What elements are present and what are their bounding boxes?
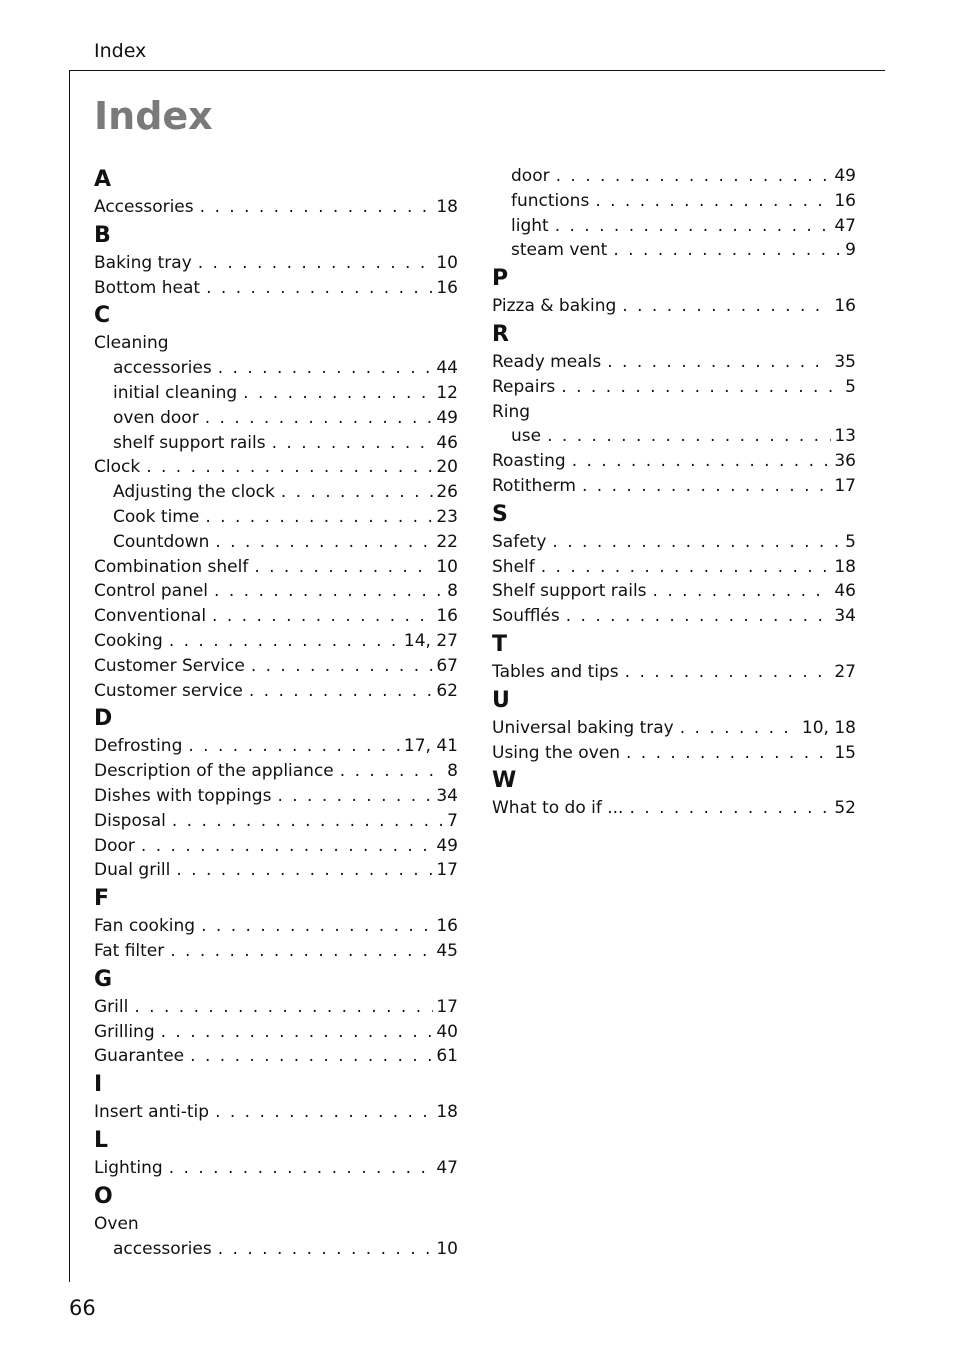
index-page-ref: 14, 27 [403,630,458,651]
index-entry [492,530,856,555]
index-term: Dishes with toppings [94,785,272,806]
index-entry [492,796,856,821]
index-page-ref: 5 [845,376,856,397]
index-term: Fat filter [94,940,165,961]
index-term: Guarantee [94,1046,185,1067]
index-page-ref: 16 [834,296,856,317]
index-entry [492,474,856,499]
index-subentry [492,424,856,449]
page-title: Index [94,94,213,138]
dot-leader [243,381,433,406]
dot-leader [629,796,831,821]
index-page-ref: 18 [436,1102,458,1123]
index-page-ref: 62 [436,680,458,701]
dot-leader [215,530,433,555]
index-entry [492,579,856,604]
index-term: Roasting [492,451,566,472]
index-subentry [492,238,856,263]
index-page-ref: 35 [834,351,856,372]
dot-leader [561,375,842,400]
index-term: Universal baking tray [492,717,674,738]
index-term: Lighting [94,1157,163,1178]
index-subentry [94,1237,458,1262]
index-entry [94,251,458,276]
index-term: light [511,215,549,236]
index-term: Using the oven [492,742,620,763]
dot-leader [214,579,444,604]
index-letter-heading: R [492,321,509,347]
index-term: door [511,166,550,186]
index-subentry [94,530,458,555]
index-letter-heading: I [94,1072,103,1098]
index-entry [94,784,458,809]
index-page-ref: 61 [436,1046,458,1067]
index-term: Cook time [113,506,200,527]
index-entry [94,995,458,1020]
dot-leader [680,716,799,741]
index-subentry [94,381,458,406]
index-page-ref: 47 [436,1157,458,1178]
index-term: Soufflés [492,606,560,627]
index-letter-heading: B [94,222,111,248]
index-letter-heading: W [492,768,517,794]
dot-leader [595,189,831,214]
dot-leader [169,1156,434,1181]
dot-leader [613,238,842,263]
index-entry [94,1156,458,1181]
dot-leader [206,276,433,301]
index-page-ref: 34 [436,785,458,806]
index-page-ref: 17 [436,996,458,1017]
index-page-ref: 34 [834,606,856,627]
dot-leader [170,939,433,964]
index-page-ref: 16 [436,606,458,627]
index-page-ref: 45 [436,940,458,961]
dot-leader [340,759,444,784]
index-page-ref: 17 [834,475,856,496]
index-term: Description of the appliance [94,761,334,782]
index-term: Bottom heat [94,277,201,298]
index-term: Customer service [94,680,243,701]
index-entry [94,579,458,604]
index-page-ref: 20 [436,457,458,478]
index-page-ref: 16 [436,277,458,298]
index-term: Insert anti-tip [94,1102,210,1123]
dot-leader [218,356,434,381]
index-column-left [94,164,458,1261]
dot-leader [141,834,433,859]
dot-leader [582,474,831,499]
index-page-ref: 16 [834,190,856,211]
dot-leader [254,555,433,580]
index-page-ref: 17, 41 [403,736,458,757]
index-entry [94,1020,458,1045]
margin-rule [69,70,70,1282]
index-letter-heading: P [492,266,509,292]
index-entry [94,834,458,859]
index-entry [94,276,458,301]
index-page-ref: 18 [436,197,458,217]
dot-leader [146,455,433,480]
index-page-ref: 15 [834,742,856,763]
index-term: Baking tray [94,252,192,273]
dot-leader [205,406,434,431]
index-page-ref: 12 [436,382,458,403]
index-term: Dual grill [94,860,171,881]
index-term: What to do if ... [492,798,624,819]
index-letter-heading: F [94,886,110,912]
index-page-ref: 10, 18 [801,717,856,738]
index-page-ref: 49 [834,166,856,186]
index-page-ref: 36 [834,451,856,472]
dot-leader [251,654,434,679]
index-term: Safety [492,531,547,552]
dot-leader [161,1020,434,1045]
index-page-ref: 46 [834,581,856,602]
index-page-ref: 52 [834,798,856,819]
dot-leader [572,449,832,474]
index-subentry [94,480,458,505]
index-entry [94,734,458,759]
index-term: Shelf support rails [492,581,647,602]
dot-leader [281,480,434,505]
index-term: initial cleaning [113,382,238,403]
index-entry [94,1100,458,1125]
index-page-ref: 27 [834,661,856,682]
index-term: Ring [492,401,531,422]
dot-leader [566,604,832,629]
index-column-right [492,164,856,821]
index-entry [492,449,856,474]
index-page-ref: 49 [436,835,458,856]
index-term: Cleaning [94,333,169,354]
index-term: Control panel [94,581,209,602]
index-letter-heading: U [492,687,510,713]
dot-leader [198,251,434,276]
index-letter-heading: O [94,1183,113,1209]
index-term: Pizza & baking [492,296,617,317]
index-term: Disposal [94,810,166,831]
index-page-ref: 17 [436,860,458,881]
index-page-ref: 16 [436,916,458,937]
index-page-ref: 10 [436,252,458,273]
index-subentry [94,505,458,530]
dot-leader [625,660,832,685]
dot-leader [200,195,434,220]
index-term: shelf support rails [113,432,266,453]
dot-leader [134,995,433,1020]
dot-leader [212,604,433,629]
index-entry [492,294,856,319]
index-entry [94,455,458,480]
index-entry [94,858,458,883]
index-entry [94,759,458,784]
index-page-ref: 67 [436,655,458,676]
dot-leader [555,214,832,239]
dot-leader [541,555,832,580]
index-page-ref: 18 [834,556,856,577]
dot-leader [218,1237,434,1262]
index-entry [492,375,856,400]
dot-leader [622,294,831,319]
index-term: Door [94,835,135,856]
dot-leader [552,530,842,555]
index-term: Fan cooking [94,916,196,937]
index-entry [492,350,856,375]
index-entry [492,555,856,580]
running-header: Index [94,40,147,62]
index-entry [94,679,458,704]
index-term: Accessories [94,197,194,217]
page-number: 66 [69,1296,96,1320]
index-page-ref: 10 [436,1238,458,1259]
dot-leader [626,741,831,766]
dot-leader [201,914,433,939]
index-term: accessories [113,1238,212,1259]
dot-leader [607,350,831,375]
index-term: Grill [94,996,129,1017]
index-term: Rotitherm [492,475,576,496]
index-page-ref: 5 [845,531,856,552]
index-term: Cooking [94,630,163,651]
index-term: Customer Service [94,655,245,676]
index-entry-heading [94,1212,458,1237]
index-page-ref: 9 [845,240,856,261]
index-letter-heading: T [492,631,508,657]
index-subentry [492,164,856,189]
index-letter-heading: D [94,706,113,732]
index-term: Ready meals [492,351,602,372]
index-page-ref: 22 [436,531,458,552]
dot-leader [205,505,433,530]
index-entry-heading [94,331,458,356]
index-page-ref: 8 [447,581,458,602]
dot-leader [249,679,433,704]
header-rule [69,70,885,71]
index-term: Combination shelf [94,556,249,577]
dot-leader [188,734,401,759]
index-entry [94,914,458,939]
index-subentry [94,406,458,431]
dot-leader [653,579,832,604]
index-term: use [511,426,542,447]
index-term: Oven [94,1213,139,1234]
index-term: steam vent [511,240,608,261]
index-term: Shelf [492,556,535,577]
index-page-ref: 44 [436,358,458,379]
index-page-ref: 13 [834,426,856,447]
index-term: functions [511,190,590,211]
dot-leader [556,164,832,189]
dot-leader [215,1100,433,1125]
index-subentry [94,356,458,381]
index-page-ref: 10 [436,556,458,577]
index-entry [94,555,458,580]
index-entry [94,654,458,679]
index-term: accessories [113,358,212,379]
index-entry [492,741,856,766]
dot-leader [547,424,831,449]
index-page-ref: 47 [834,215,856,236]
index-entry [94,1044,458,1069]
dot-leader [190,1044,433,1069]
index-subentry [492,214,856,239]
index-entry [94,939,458,964]
index-entry [94,195,458,220]
index-letter-heading: L [94,1127,109,1153]
index-page-ref: 7 [447,810,458,831]
index-subentry [492,189,856,214]
index-term: Grilling [94,1021,155,1042]
index-entry-heading [492,400,856,425]
index-term: Repairs [492,376,556,397]
index-term: Adjusting the clock [113,482,275,503]
index-letter-heading: G [94,966,113,992]
index-entry [94,604,458,629]
index-entry [492,604,856,629]
index-letter-heading: C [94,303,111,329]
dot-leader [277,784,433,809]
index-page-ref: 26 [436,482,458,503]
index-term: Countdown [113,531,210,552]
index-page-ref: 40 [436,1021,458,1042]
index-term: oven door [113,407,199,428]
index-entry [492,716,856,741]
dot-leader [272,431,434,456]
index-page-ref: 46 [436,432,458,453]
index-page-ref: 8 [447,761,458,782]
dot-leader [172,809,444,834]
index-term: Defrosting [94,736,183,757]
index-subentry [94,431,458,456]
index-page-ref: 23 [436,506,458,527]
index-entry [94,809,458,834]
index-entry [94,629,458,654]
index-term: Tables and tips [492,661,619,682]
index-term: Conventional [94,606,207,627]
dot-leader [176,858,433,883]
dot-leader [169,629,401,654]
index-term: Clock [94,457,141,478]
index-entry [492,660,856,685]
index-letter-heading: A [94,167,112,192]
index-letter-heading: S [492,501,508,527]
index-page-ref: 49 [436,407,458,428]
